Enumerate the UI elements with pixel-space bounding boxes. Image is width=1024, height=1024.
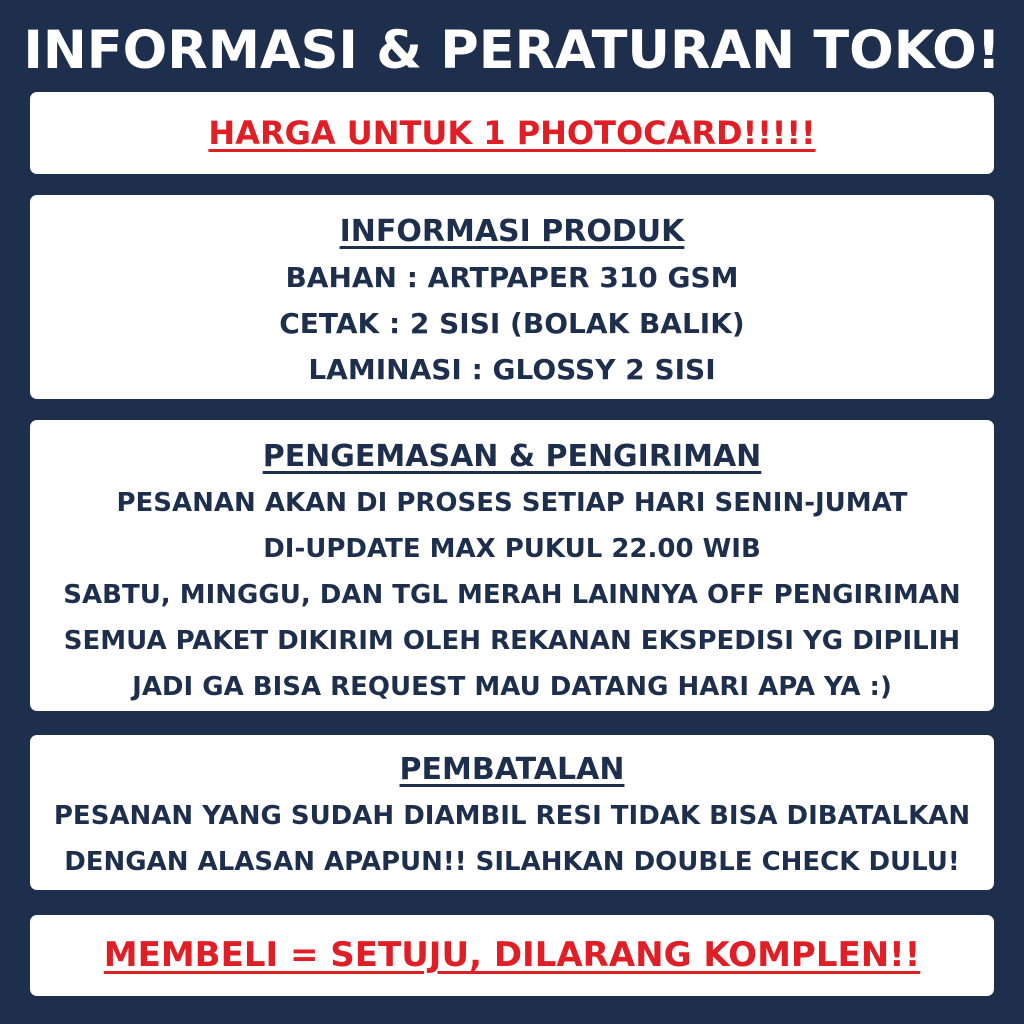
product-info-heading: INFORMASI PRODUK [339, 214, 685, 249]
shipping-line: JADI GA BISA REQUEST MAU DATANG HARI APA YA :) [132, 672, 892, 702]
product-material-line: BAHAN : ARTPAPER 310 GSM [285, 261, 739, 294]
agreement-card [30, 915, 994, 996]
cancellation-card [30, 735, 994, 890]
product-print-line: CETAK : 2 SISI (BOLAK BALIK) [279, 307, 745, 340]
cancellation-line: PESANAN YANG SUDAH DIAMBIL RESI TIDAK BISA DIBATALKAN [53, 801, 971, 831]
shipping-card [30, 420, 994, 711]
shipping-line: SABTU, MINGGU, DAN TGL MERAH LAINNYA OFF PENGIRIMAN [63, 580, 961, 610]
cancellation-heading: PEMBATALAN [399, 752, 625, 787]
shipping-line: DI-UPDATE MAX PUKUL 22.00 WIB [263, 534, 761, 564]
shipping-line: PESANAN AKAN DI PROSES SETIAP HARI SENIN-JUMAT [116, 488, 908, 518]
product-info-card [30, 195, 994, 399]
agreement-text: MEMBELI = SETUJU, DILARANG KOMPLEN!! [103, 935, 921, 975]
product-lamination-line: LAMINASI : GLOSSY 2 SISI [308, 353, 716, 386]
shipping-line: SEMUA PAKET DIKIRIM OLEH REKANAN EKSPEDISI YG DIPILIH [63, 626, 961, 656]
cancellation-line: DENGAN ALASAN APAPUN!! SILAHKAN DOUBLE CHECK DULU! [64, 847, 960, 877]
price-note-card [30, 92, 994, 174]
shipping-heading: PENGEMASAN & PENGIRIMAN [262, 439, 762, 474]
page-title: INFORMASI & PERATURAN TOKO! [23, 20, 1001, 81]
price-note-text: HARGA UNTUK 1 PHOTOCARD!!!!! [208, 114, 816, 152]
